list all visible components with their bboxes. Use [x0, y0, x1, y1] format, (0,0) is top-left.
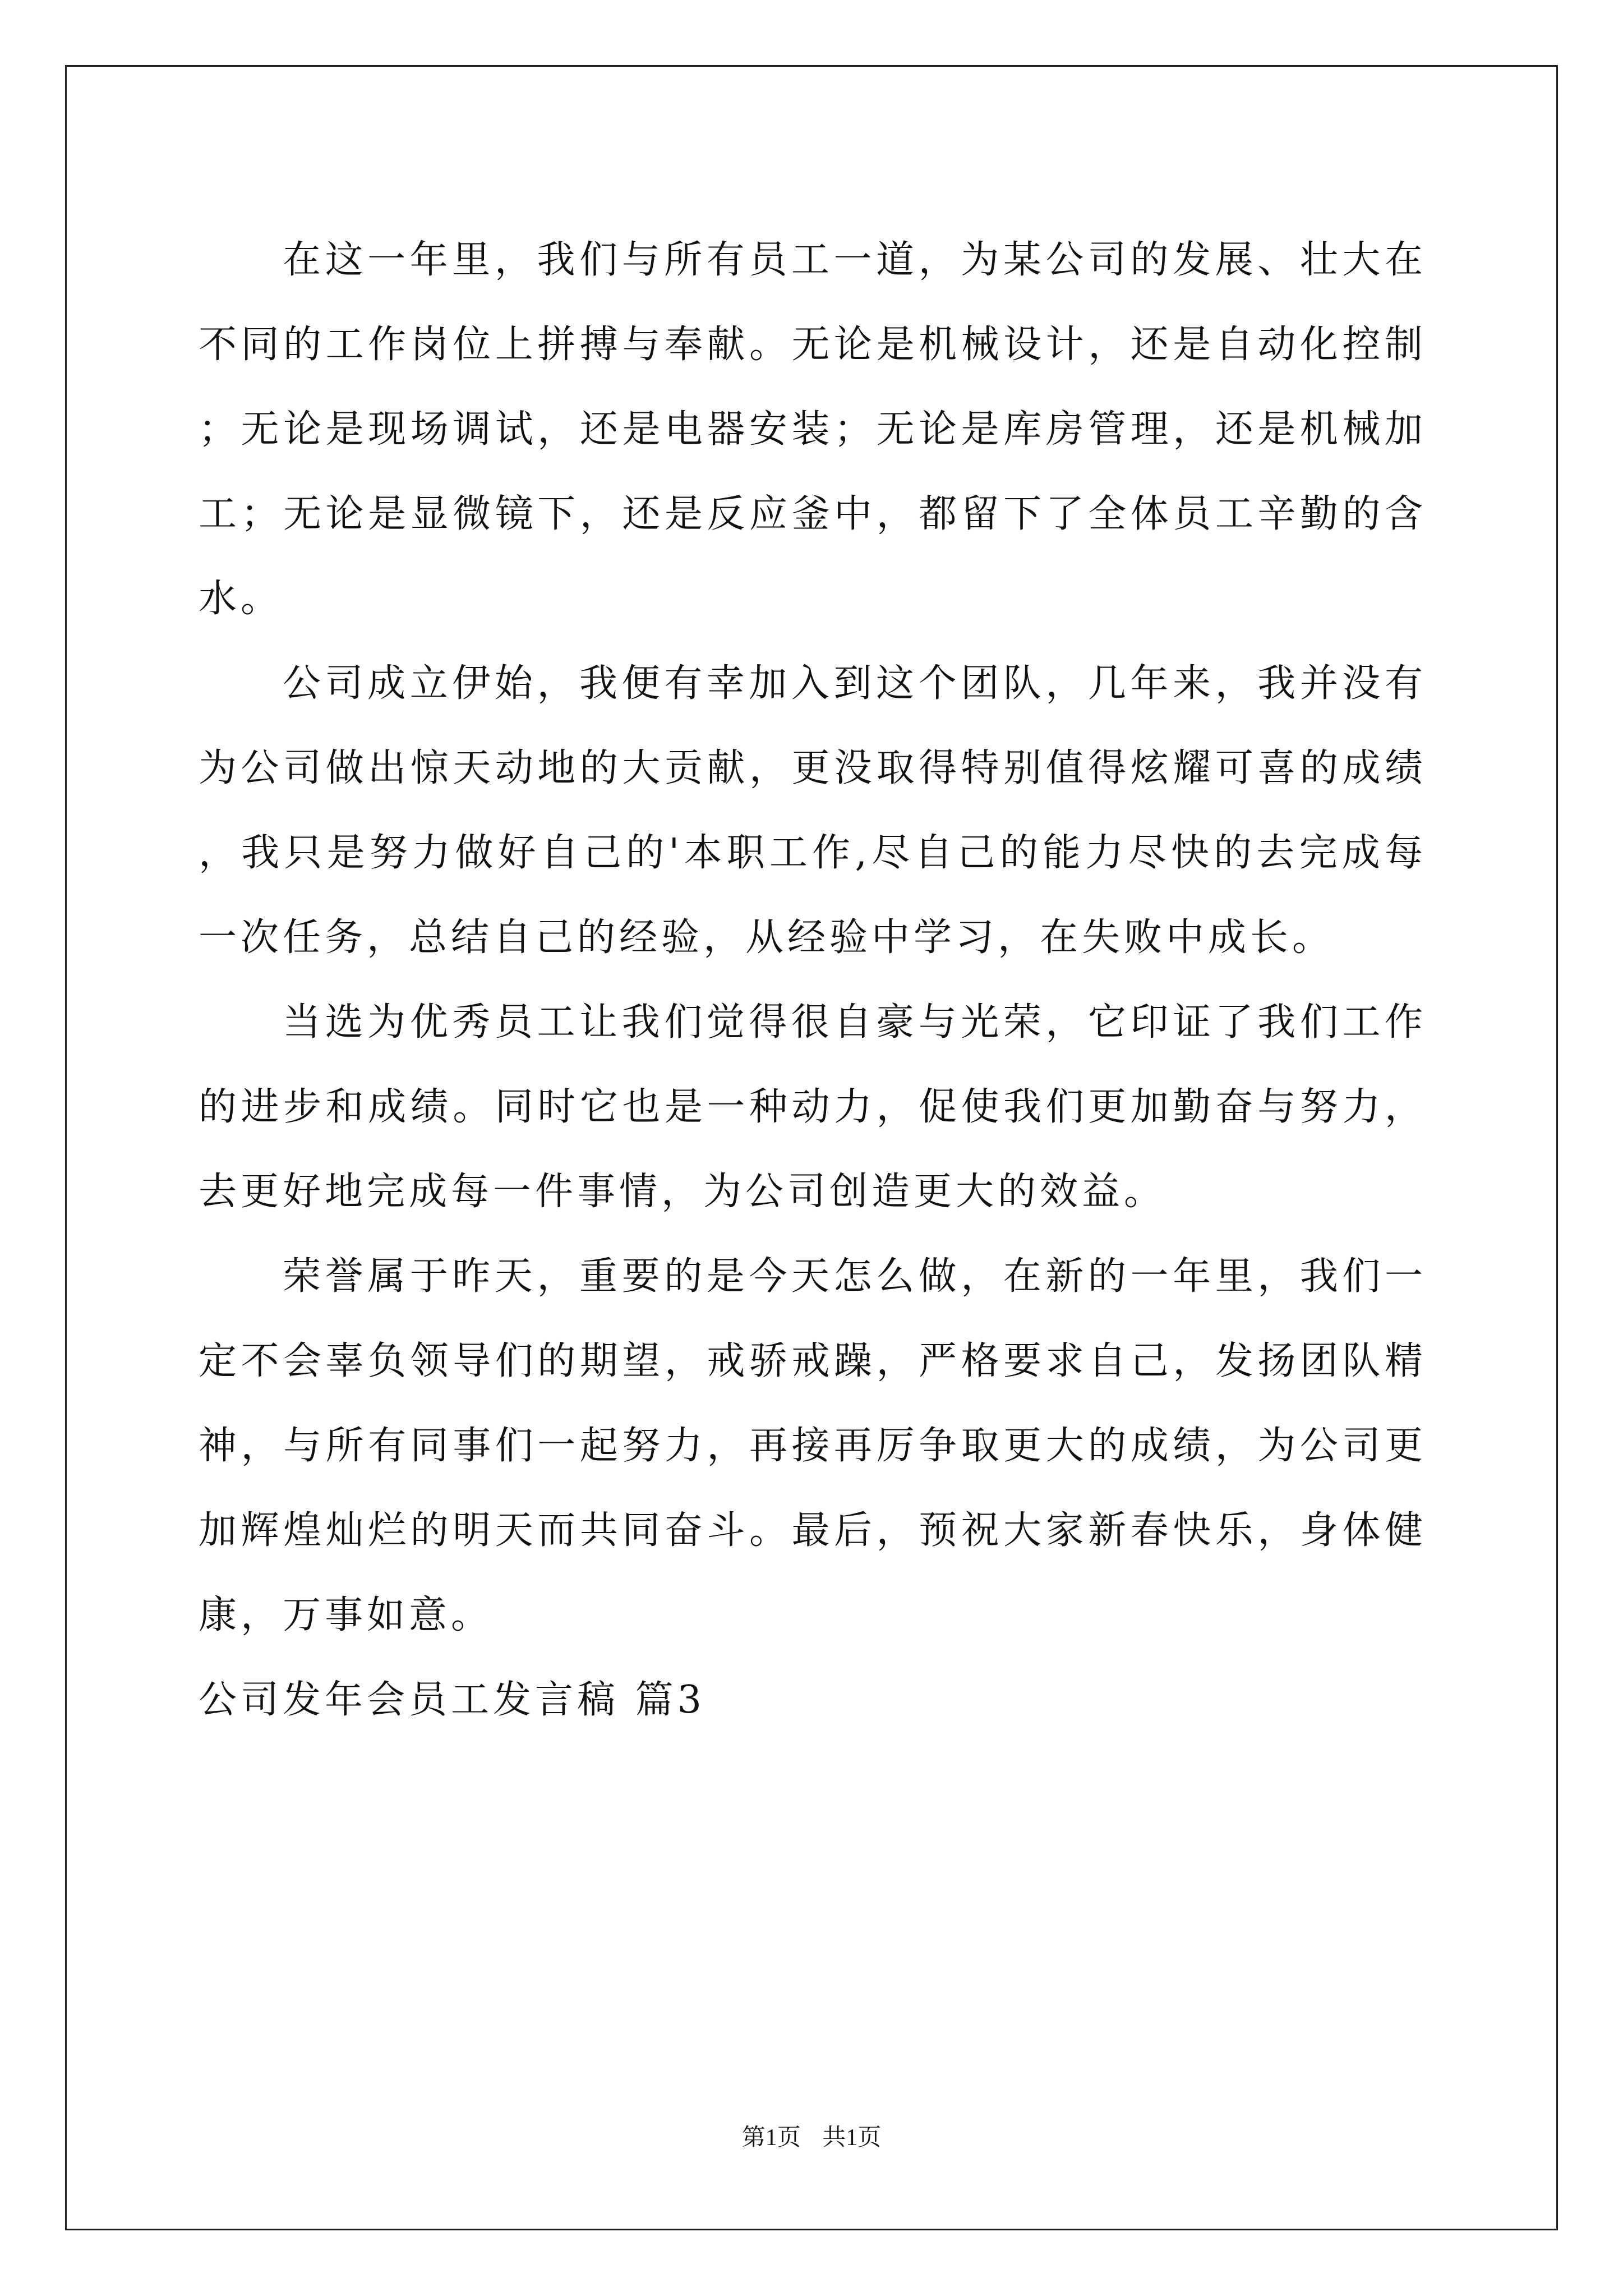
page-number-total: 共1页: [822, 2125, 882, 2151]
paragraph-4: 荣誉属于昨天，重要的是今天怎么做，在新的一年里，我们一定不会辜负领导们的期望，戒骄戒躁，严格要求自己，发扬团队精神，与所有同事们一起努力，再接再厉争取更大的成绩，为公司更加辉煌灿烂的明天而共同奋斗。最后，预祝大家新春快乐，身体健康，万事如意。: [199, 1254, 1427, 1637]
paragraph-2: 公司成立伊始，我便有幸加入到这个团队，几年来，我并没有为公司做出惊天动地的大贡献，更没取得特别值得炫耀可喜的成绩，我只是努力做好自己的'本职工作,尽自己的能力尽快的去完成每一次任务，总结自己的经验，从经验中学习，在失败中成长。: [199, 661, 1427, 960]
paragraph-1: 在这一年里，我们与所有员工一道，为某公司的发展、壮大在不同的工作岗位上拼搏与奉献。无论是机械设计，还是自动化控制；无论是现场调试，还是电器安装；无论是库房管理，还是机械加工；无论是显微镜下，还是反应釜中，都留下了全体员工辛勤的含水。: [199, 238, 1427, 621]
document-body: [199, 218, 1427, 1742]
page-number-current: 第1页: [741, 2125, 801, 2151]
paragraph-3: 当选为优秀员工让我们觉得很自豪与光荣，它印证了我们工作的进步和成绩。同时它也是一种动力，促使我们更加勤奋与努力，去更好地完成每一件事情，为公司创造更大的效益。: [199, 1000, 1427, 1214]
page-footer: [0, 2124, 1623, 2152]
section-heading: 公司发年会员工发言稿 篇3: [199, 1678, 706, 1722]
